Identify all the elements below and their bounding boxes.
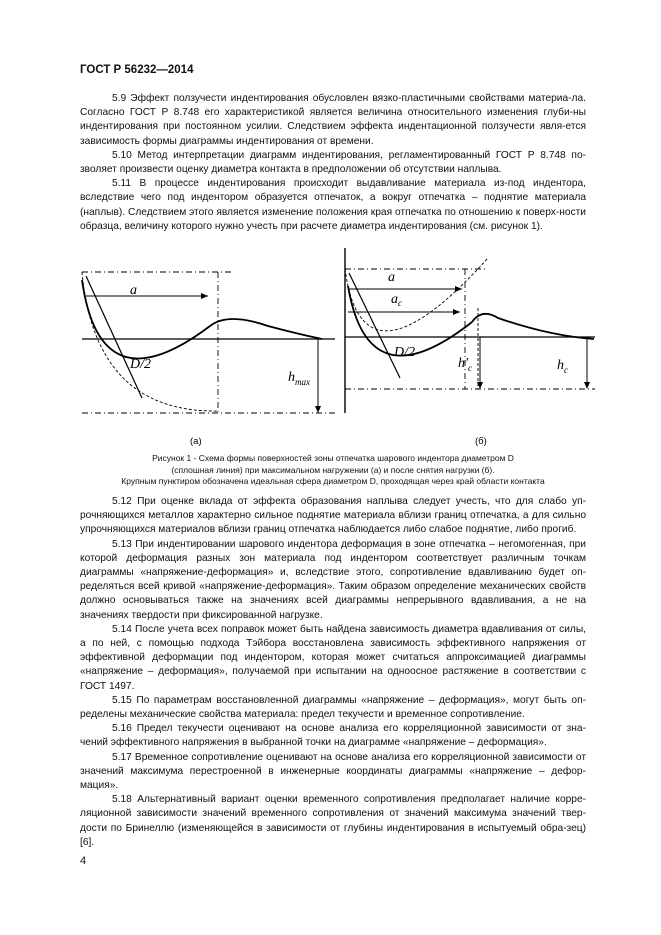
label-hmax: $h_{max}$	[288, 370, 310, 387]
pileup-profile-a	[210, 319, 322, 339]
label-d2-a: D/2	[130, 357, 151, 372]
label-d2-b: D/2	[394, 345, 415, 360]
pileup-profile-b	[472, 314, 594, 339]
label-a-b: a	[388, 270, 395, 285]
panel-a-label: (а)	[190, 436, 202, 447]
caption-line-1: Рисунок 1 - Схема формы поверхностей зоны отпечатка шарового индентора диаметром D	[152, 453, 514, 463]
standard-header: ГОСТ Р 56232—2014	[80, 64, 194, 76]
paragraph-5-12: 5.12 При оценке вклада от эффекта образования наплыва следует учесть, что для слабо уп-рочняющихся металлов характерно сильное поднятие материала вблизи границ отпечатка, а для сильно упрочняющихся материалов вблизи границ отпечатка наблюдается либо слабое поднятие, либо прогиб.	[80, 496, 586, 536]
paragraph-5-18: 5.18 Альтернативный вариант оценки временного сопротивления предполагает наличие корре-ляционной зависимости значений временного сопротивления от значений максимума значений твер-дости по Бринеллю (изменяющейся в зависимости от глубины индентирования в испытуемый обра-зец) [6].	[80, 794, 586, 848]
text-block-top	[80, 92, 586, 234]
paragraph-5-13: 5.13 При индентировании шарового индентора деформация в зоне отпечатка – негомогенная, при которой деформация разных зон материала под индентором соответствует различным точкам диаграммы «напряжение-деформация» и, вследствие этого, сопротивление вдавливанию будет оп-ределяться всей кривой «напряжение-деформация». Таким образом определение механических свойств должно основываться также на значениях всей диаграммы непрерывного вдавливания, а не на значениях твердости при фиксированной нагрузке.	[80, 538, 586, 621]
indentation-figure	[70, 248, 600, 448]
caption-line-2: (сплошная линия) при максимальном нагружении (а) и после снятия нагрузки (б).	[171, 464, 495, 475]
label-hpc: $h'_c$	[458, 356, 472, 373]
paragraph-5-11: 5.11 В процессе индентирования происходит выдавливание материала из-под индентора, вследствие чего под индентором образуется отпечаток, а вокруг отпечатка – поднятие материала (наплыв). Следствием этого является изменение положения края отпечатка по отношению к поверх-ности образца, величину которого нужно учесть при расчете диаметра индентирования (см. рисунок 1).	[80, 178, 586, 232]
page-number: 4	[80, 855, 87, 867]
label-ac: $a_c$	[391, 292, 402, 308]
paragraph-5-14: 5.14 После учета всех поправок может быть найдена зависимость диаметра вдавливания от силы, а по ней, с помощью подхода Тэйбора восстановлена зависимость эффективного напряжения от эффективной деформации под индентором, которая может считаться аппроксимацией диаграммы «напряжение – деформация», получаемой при испытании на одноосное растяжение в соответствии с ГОСТ 1497.	[80, 623, 586, 692]
paragraph-5-16: 5.16 Предел текучести оценивают на основе анализа его корреляционной зависимости от зна-чений эффективного напряжения в выбранной точки на диаграмме «напряжение – деформация».	[80, 723, 586, 749]
paragraph-5-17: 5.17 Временное сопротивление оценивают на основе анализа его корреляционной зависимости от значений максимума перестроенной в инженерные координаты диаграммы «напряжение – дефор-мация».	[80, 751, 586, 792]
text-block-bottom	[80, 495, 586, 850]
caption-line-3: Крупным пунктиром обозначена идеальная сфера диаметром D, проходящая через край области контакта	[121, 476, 545, 486]
paragraph-5-9: 5.9 Эффект ползучести индентирования обусловлен вязко-пластичными свойствами материа-ла. Согласно ГОСТ Р 8.748 его характеристикой является величина относительного изменения глуби-ны индентирования при постоянном усилии. Следствием эффекта индентационной ползучести явля-ется зависимость формы диаграммы индентирования от времени.	[80, 93, 586, 147]
label-hc: $h_c$	[557, 358, 568, 375]
label-a: a	[130, 283, 137, 298]
panel-b-label: (б)	[475, 436, 487, 447]
panel-b-drawing	[345, 248, 595, 413]
paragraph-5-10: 5.10 Метод интерпретации диаграмм индентирования, регламентированный ГОСТ Р 8.748 по-зволяет произвести оценку диаметра контакта в предположении об отсутствии наплыва.	[80, 149, 586, 176]
figure-caption	[80, 453, 586, 488]
paragraph-5-15: 5.15 По параметрам восстановленной диаграммы «напряжение – деформация», могут быть оп-ределены механические свойства материала: предел текучести и временное сопротивление.	[80, 694, 586, 721]
panel-a-drawing	[82, 272, 335, 413]
